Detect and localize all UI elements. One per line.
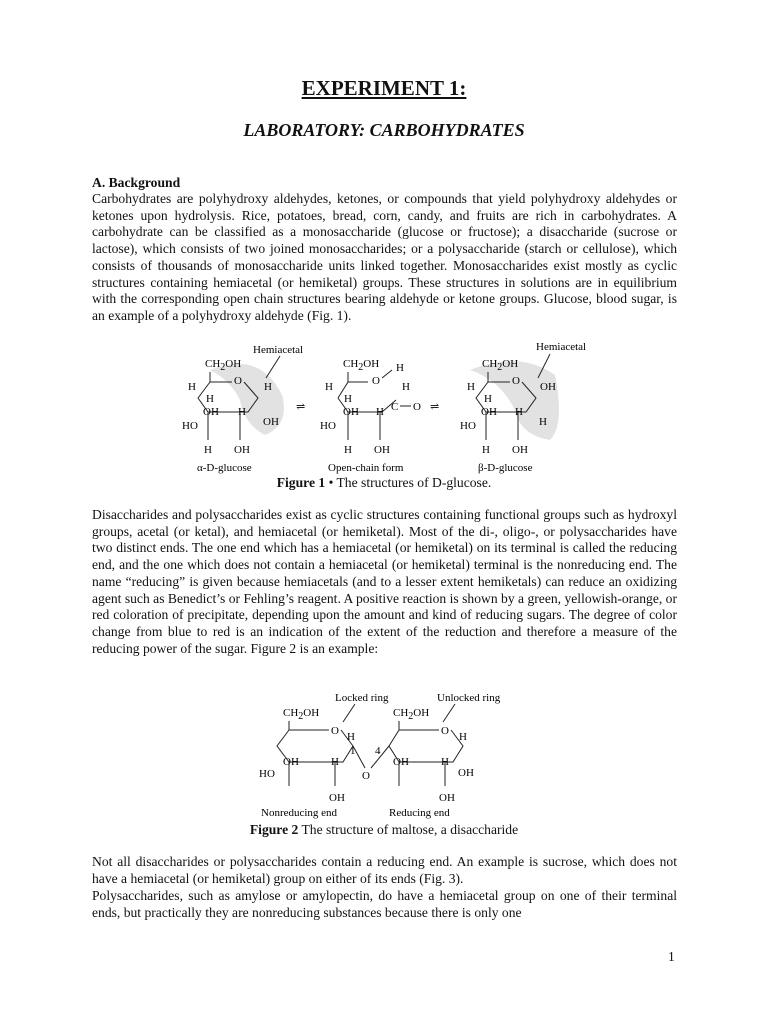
svg-text:OH: OH: [234, 444, 250, 456]
svg-text:HO: HO: [182, 420, 198, 432]
svg-text:H: H: [515, 406, 523, 418]
beta-glucose-label: β-D-glucose: [478, 462, 533, 474]
svg-text:OH: OH: [481, 406, 497, 418]
unlocked-ring-label: Unlocked ring: [437, 692, 501, 704]
svg-text:H: H: [396, 362, 404, 374]
svg-text:H: H: [344, 444, 352, 456]
nonreducing-end-label: Nonreducing end: [261, 807, 338, 819]
svg-text:O: O: [512, 375, 520, 387]
svg-text:OH: OH: [393, 756, 409, 768]
svg-text:1: 1: [350, 745, 356, 757]
svg-text:OH: OH: [329, 792, 345, 804]
paragraph-polysaccharides: Polysaccharides, such as amylose or amylopectin, do have a hemiacetal group on one of their terminal ends, but practically they are nonreducing substances because there is only one: [92, 888, 677, 920]
locked-ring-label: Locked ring: [335, 692, 389, 704]
svg-text:H: H: [484, 393, 492, 405]
svg-text:H: H: [204, 444, 212, 456]
svg-text:CH2OH: CH2OH: [482, 358, 519, 373]
svg-text:CH2OH: CH2OH: [205, 358, 242, 373]
svg-text:HO: HO: [259, 768, 275, 780]
svg-text:H: H: [331, 756, 339, 768]
svg-text:O: O: [441, 725, 449, 737]
svg-text:O: O: [362, 770, 370, 782]
open-chain-label: Open-chain form: [328, 462, 404, 474]
svg-text:⇌: ⇌: [430, 401, 440, 413]
svg-text:H: H: [264, 381, 272, 393]
svg-text:O: O: [372, 375, 380, 387]
figure-2-maltose-structure: [255, 688, 515, 823]
svg-text:OH: OH: [343, 406, 359, 418]
svg-text:H: H: [344, 393, 352, 405]
figure-1-caption: [0, 475, 768, 491]
svg-text:CH2OH: CH2OH: [283, 707, 320, 722]
svg-text:CH2OH: CH2OH: [343, 358, 380, 373]
svg-text:H: H: [459, 731, 467, 743]
figure-1-glucose-structures: [170, 340, 600, 475]
figure-2-label: Figure 2: [249, 822, 299, 837]
svg-text:O: O: [413, 401, 421, 413]
figure-1-caption-text: • The structures of D-glucose.: [325, 475, 492, 490]
alpha-glucose-label: α-D-glucose: [197, 462, 252, 474]
svg-text:4: 4: [375, 745, 381, 757]
hemiacetal-label-1: Hemiacetal: [253, 344, 304, 356]
svg-text:OH: OH: [458, 767, 474, 779]
svg-text:CH2OH: CH2OH: [393, 707, 430, 722]
figure-2-caption-text: The structure of maltose, a disaccharide: [298, 822, 519, 837]
svg-text:H: H: [238, 406, 246, 418]
svg-text:C: C: [391, 401, 399, 413]
svg-text:O: O: [234, 375, 242, 387]
section-heading: A. Background: [92, 175, 181, 190]
svg-text:H: H: [441, 756, 449, 768]
svg-text:OH: OH: [374, 444, 390, 456]
svg-text:H: H: [539, 416, 547, 428]
svg-text:O: O: [331, 725, 339, 737]
svg-text:H: H: [347, 731, 355, 743]
svg-text:HO: HO: [460, 420, 476, 432]
svg-text:H: H: [467, 381, 475, 393]
svg-text:H: H: [376, 406, 384, 418]
svg-text:OH: OH: [439, 792, 455, 804]
page-number: 1: [668, 949, 675, 964]
paragraph-reducing-ends: Disaccharides and polysaccharides exist as cyclic structures containing functional groups such as hydroxyl groups, acetal (or ketal), and hemiacetal (or hemiketal). Most of the di-, oligo-, or polysaccharides have two distinct ends. The one end which has a hemiacetal (or hemiketal) on its terminal is called the reducing end, and the one which does not contain a hemiacetal (or hemiketal) terminal is the nonreducing end. The name “reducing” is given because hemiacetals (and to a lesser extent hemiketals) can reduce an oxidizing agent such as Benedict’s or Fehling’s reagent. A positive reaction is shown by a green, yellowish-orange, or red coloration of precipitate, depending upon the amount and kind of reducing sugars. The degree of color change from blue to red is an indication of the extent of the reduction and therefore a measure of the reducing power of the sugar. Figure 2 is an example:: [92, 507, 677, 656]
hemiacetal-label-2: Hemiacetal: [536, 341, 587, 353]
reducing-end-label: Reducing end: [389, 807, 450, 819]
svg-text:OH: OH: [512, 444, 528, 456]
svg-text:H: H: [325, 381, 333, 393]
page-subtitle: LABORATORY: CARBOHYDRATES: [243, 120, 525, 140]
svg-text:OH: OH: [540, 381, 556, 393]
figure-1-label: Figure 1: [276, 475, 326, 490]
svg-text:H: H: [206, 393, 214, 405]
paragraph-background: Carbohydrates are polyhydroxy aldehydes, ketones, or compounds that yield polyhydroxy aldehydes or ketones upon hydrolysis. Rice, potatoes, bread, corn, candy, and fruits are rich in carbohydrates. A carbohydrate can be classified as a monosaccharide (glucose or fructose); a disaccharide (sucrose or lactose), which consists of two joined monosaccharides; or a polysaccharide (starch or cellulose), which consists of thousands of monosaccharide units linked together. Monosaccharides exist mostly as cyclic structures containing hemiacetal (or hemiketal) groups. These structures in solutions are in equilibrium with the corresponding open chain structures bearing aldehyde or ketone groups. Glucose, blood sugar, is an example of a polyhydroxy aldehyde (Fig. 1).: [92, 191, 677, 323]
figure-2-caption: [0, 822, 768, 838]
page-title: EXPERIMENT 1:: [301, 76, 467, 100]
paragraph-sucrose: Not all disaccharides or polysaccharides contain a reducing end. An example is sucrose, which does not have a hemiacetal (or hemiketal) group on either of its ends (Fig. 3).: [92, 854, 677, 886]
svg-text:H: H: [188, 381, 196, 393]
svg-text:HO: HO: [320, 420, 336, 432]
svg-text:⇌: ⇌: [296, 401, 306, 413]
svg-text:OH: OH: [263, 416, 279, 428]
svg-text:H: H: [402, 381, 410, 393]
svg-text:OH: OH: [203, 406, 219, 418]
svg-text:H: H: [482, 444, 490, 456]
svg-text:OH: OH: [283, 756, 299, 768]
